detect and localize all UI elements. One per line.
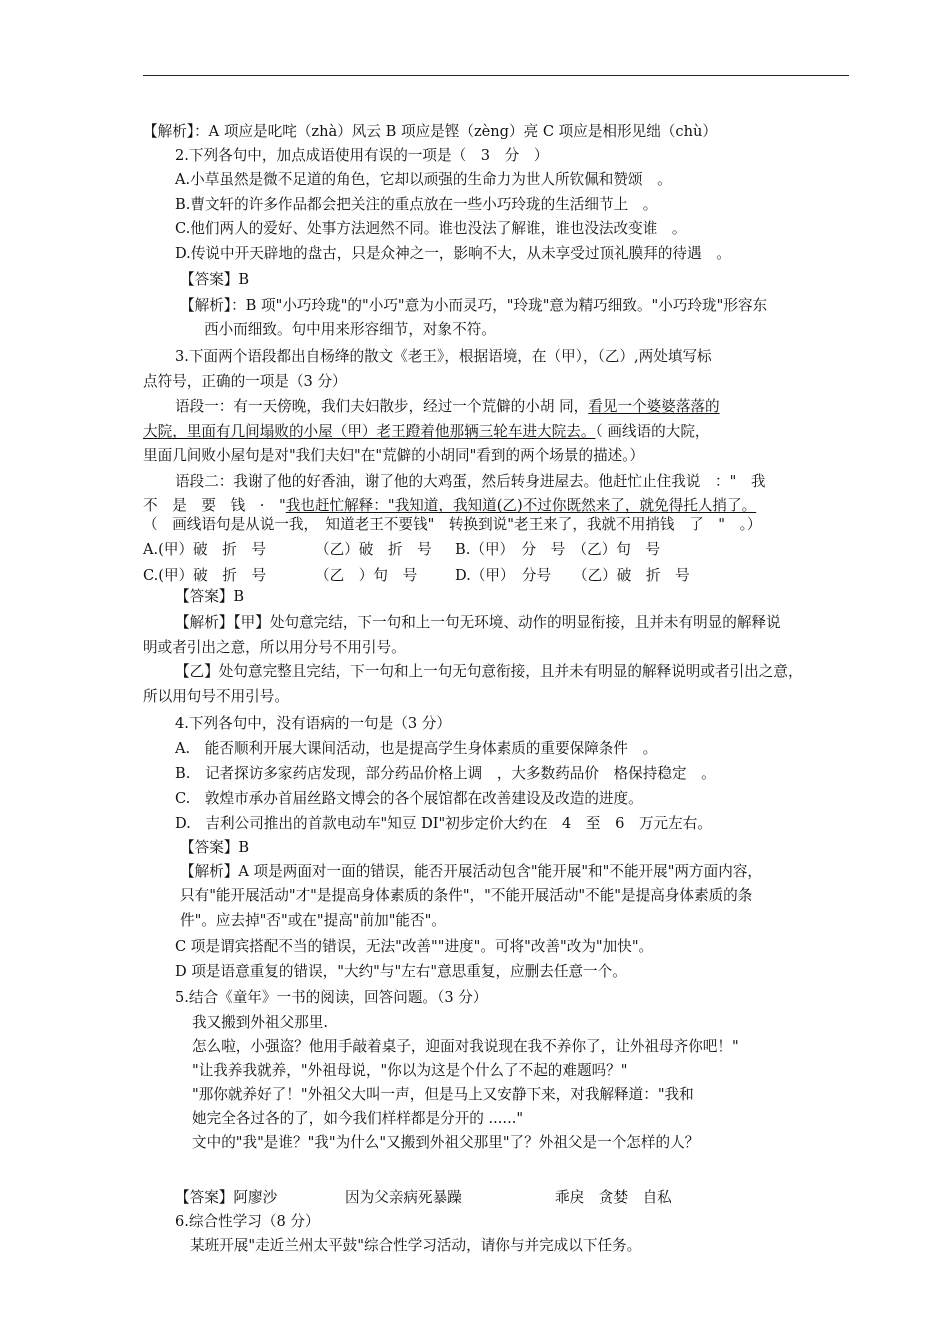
q5-text-line2: 怎么啦，小强盗？他用手敲着桌子，迎面对我说现在我不养你了，让外祖母齐你吧！" [192,1038,739,1055]
q4-analysis-line5: D 项是语意重复的错误，"大约"与"左右"意思重复，应删去任意一个。 [175,963,627,980]
q2-answer: 【答案】B [180,271,250,288]
q3-passage1-underlined: 看见一个婆婆落落的 [588,398,720,415]
q3-analysis-line4: 所以用句号不用引号。 [143,688,289,705]
q3-option-c-2: （乙 ）句 号 [315,567,418,584]
q4-option-c: C. 敦煌市承办首届丝路文博会的各个展馆都在改善建设及改造的进度。 [175,790,643,807]
q3-passage1-underlined-2: 大院，里面有几间塌败的小屋（甲）老王蹬着他那辆三轮车进大院去。 [143,423,596,440]
q3-passage1-text: 语段一：有一天傍晚，我们夫妇散步，经过一个荒僻的小胡 同， [175,398,589,415]
q3-option-d: D.（甲） 分号 （乙）破 折 号 [455,567,690,584]
q3-option-a: A.(甲）破 折 号 [143,541,267,558]
q4-option-a: A. 能否顺利开展大课间活动，也是提高学生身体素质的重要保障条件 。 [175,740,658,757]
q4-analysis-line1: 【解析】A 项是两面对一面的错误，能否开展活动包含"能开展"和"不能开展"两方面内容， [180,863,763,880]
q5-text-line3: "让我养我就养，"外祖母说，"你以为这是个什么了不起的难题吗？" [192,1062,628,1079]
q5-text-line4: "那你就养好了！"外祖父大叫一声，但是马上又安静下来，对我解释道："我和 [192,1086,694,1103]
q2-option-c: C.他们两人的爱好、处事方法迥然不同。谁也没法了解谁，谁也没法改变谁 。 [175,220,687,237]
q3-passage2-line1: 语段二：我谢了他的好香油，谢了他的大鸡蛋，然后转身进屋去。他赶忙止住我说 ：" 我 [175,473,766,490]
q3-passage2-underlined: 我也赶忙解释："我知道，我知道(乙)不过你既然来了，就免得托人捎了。 [285,497,757,514]
q5-answer-traits: 乖戾 贪婪 自私 [555,1189,672,1206]
q2-option-b: B.曹文轩的许多作品都会把关注的重点放在一些小巧玲珑的生活细节上 。 [175,196,658,213]
q3-option-a-2: （乙）破 折 号 [315,541,432,558]
q3-passage1-line1 [175,397,720,417]
q3-stem-line2: 点符号，正确的一项是（3 分） [143,373,347,390]
q3-option-c: C.(甲）破 折 号 [143,567,267,584]
q5-answer: 【答案】阿廖沙 [175,1189,278,1206]
q3-passage2-note: （ 画线语句是从说一我， 知道老王不要钱" 转换到说"老王来了，我就不用捎钱 了 " 。） [143,516,762,533]
q3-answer: 【答案】B [175,588,245,605]
q2-analysis-line1: 【解析】：B 项"小巧玲珑"的"小巧"意为小而灵巧，"玲珑"意为精巧细致。"小巧玲珑"形容东 [180,297,768,314]
q3-stem-line1: 3.下面两个语段都出自杨绛的散文《老王》，根据语境，在（甲），（乙）,两处填写标 [175,348,712,365]
q3-option-b: B.（甲） 分 号 （乙）句 号 [455,541,661,558]
q3-analysis-line3: 【乙】处句意完整且完结，下一句和上一句无句意衔接，且并未有明显的解释说明或者引出之意， [175,663,803,680]
q4-analysis-line3: 件"。应去掉"否"或在"提高"前加"能否"。 [180,912,446,929]
q4-analysis-line2: 只有"能开展活动"才"是提高身体素质的条件"，"不能开展活动"不能"是提高身体素质的条 [180,887,753,904]
q5-question: 文中的"我"是谁？"我"为什么"又搬到外祖父那里"了？外祖父是一个怎样的人？ [192,1134,700,1151]
q4-answer: 【答案】B [180,839,250,856]
q2-option-a: A.小草虽然是微不足道的角色，它却以顽强的生命力为世人所钦佩和赞颂 。 [175,171,672,188]
q6-stem: 6.综合性学习（8 分） [175,1213,320,1230]
q3-analysis-line1: 【解析】【甲】处句意完结，下一句和上一句无环境、动作的明显衔接，且并未有明显的解释说 [175,614,781,631]
q3-passage1-note: （ 画线语的大院， [595,423,710,440]
q3-passage2-text: 不 是 要 钱 · " [143,497,286,514]
q5-answer-reason: 因为父亲病死暴躁 [345,1189,462,1206]
q2-analysis-line2: 西小而细致。句中用来形容细节，对象不符。 [204,321,496,338]
q4-option-d: D. 吉利公司推出的首款电动车"知豆 DI"初步定价大约在 4 至 6 万元左右。 [175,815,712,832]
q3-passage1-line2 [143,422,710,442]
q2-option-d: D.传说中开天辟地的盘古，只是众神之一，影响不大，从未享受过顶礼膜拜的待遇 。 [175,245,731,262]
q2-stem: 2.下列各句中，加点成语使用有误的一项是（ 3 分 ） [175,147,549,164]
q4-option-b: B. 记者探访多家药店发现，部分药品价格上调 ，大多数药品价 格保持稳定 。 [175,765,716,782]
q3-passage1-line3: 里面几间败小屋句是对"我们夫妇"在"荒僻的小胡同"看到的两个场景的描述。） [143,447,645,464]
q5-stem: 5.结合《童年》一书的阅读，回答问题。（3 分） [175,989,488,1006]
q1-analysis: 【解析】：A 项应是叱咤（zhà）风云 B 项应是铿（zèng）亮 C 项应是相形见绌（chù） [143,123,717,140]
header-rule [143,75,849,76]
q4-stem: 4.下列各句中，没有语病的一句是（3 分） [175,715,451,732]
q3-passage2-line2 [143,496,756,516]
q6-intro: 某班开展"走近兰州太平鼓"综合性学习活动，请你与并完成以下任务。 [190,1237,642,1254]
q5-text-line5: 她完全各过各的了，如今我们样样都是分开的 ......" [192,1110,524,1127]
q3-analysis-line2: 明或者引出之意，所以用分号不用引号。 [143,639,406,656]
q4-analysis-line4: C 项是谓宾搭配不当的错误，无法"改善""进度"。可将"改善"改为"加快"。 [175,938,654,955]
q5-text-line1: 我又搬到外祖父那里. [192,1014,328,1031]
